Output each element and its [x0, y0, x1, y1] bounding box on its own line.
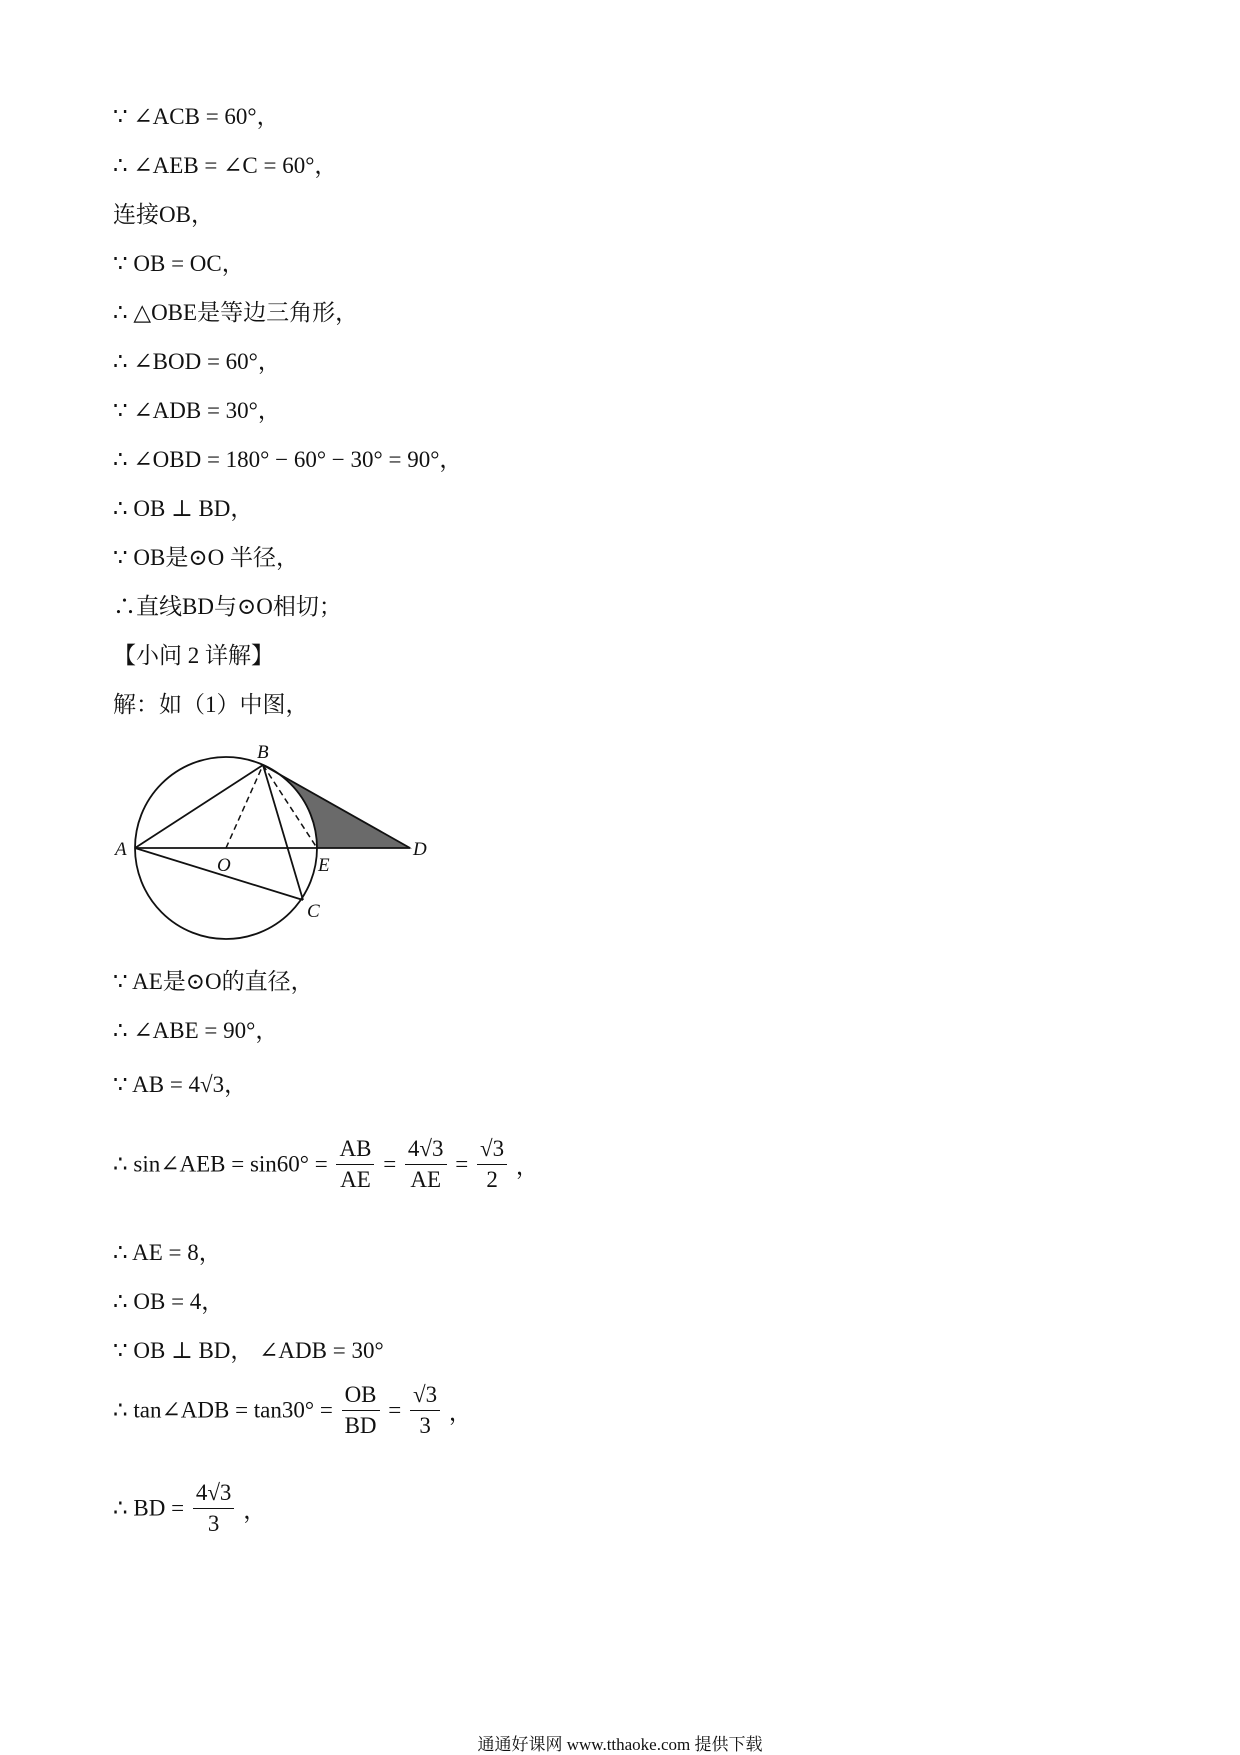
comma: ， — [515, 1154, 539, 1179]
fraction-numerator: 4√3 — [193, 1480, 235, 1509]
fraction — [336, 1136, 374, 1193]
formula-tan-prefix: ∴ tan∠ADB = tan30° = — [113, 1397, 333, 1423]
solution-line: 解：如（1）中图， — [113, 692, 309, 717]
solution-line: ∵ AE是⊙O的直径， — [113, 969, 314, 994]
solution-line: ∴ ∠ABE = 90°， — [113, 1018, 279, 1043]
fraction-denominator: BD — [344, 1413, 377, 1438]
solution-line: ∴ ∠BOD = 60°， — [113, 349, 281, 374]
solution-line: ∵ ∠ACB = 60°， — [113, 104, 280, 129]
label-d: D — [413, 839, 427, 860]
geometry-figure — [113, 735, 433, 945]
formula-sin — [113, 1136, 539, 1193]
fraction-denominator: AE — [410, 1167, 442, 1192]
fraction-numerator: AB — [336, 1136, 374, 1165]
solution-line: 【小问 2 详解】 — [113, 643, 274, 668]
solution-line: ∵ OB ⊥ BD， ∠ADB = 30° — [113, 1338, 384, 1363]
label-o: O — [217, 855, 231, 876]
solution-line: ∵ OB = OC， — [113, 251, 245, 276]
fraction — [477, 1136, 507, 1193]
formula-bd — [113, 1480, 266, 1537]
fraction-denominator: 3 — [207, 1511, 220, 1536]
fraction — [193, 1480, 235, 1537]
fraction-denominator: AE — [340, 1167, 371, 1192]
solution-line: ∵ ∠ADB = 30°， — [113, 398, 281, 423]
solution-line: ∵ AB = 4√3， — [113, 1072, 248, 1097]
comma: ， — [243, 1498, 267, 1523]
formula-tan — [113, 1382, 472, 1439]
fraction-denominator: 2 — [486, 1167, 498, 1192]
solution-line: ∴ OB = 4， — [113, 1289, 225, 1314]
equals-sign: = — [388, 1397, 402, 1423]
fraction — [342, 1382, 380, 1439]
label-e: E — [318, 855, 330, 876]
label-a: A — [115, 839, 127, 860]
fraction — [405, 1136, 447, 1193]
page-footer: 通通好课网 www.tthaoke.com 提供下载 — [477, 1735, 763, 1754]
solution-line: ∵ OB是⊙O 半径， — [113, 545, 299, 570]
solution-line: 连接OB， — [113, 202, 214, 227]
solution-line: ∴ AE = 8， — [113, 1240, 222, 1265]
fraction-numerator: 4√3 — [405, 1136, 447, 1165]
equals-sign: = — [383, 1151, 397, 1177]
formula-sin-prefix: ∴ sin∠AEB = sin60° = — [113, 1151, 328, 1177]
solution-line: ∴ △OBE是等边三角形， — [113, 300, 359, 325]
solution-line: ∴ ∠OBD = 180° − 60° − 30° = 90°， — [113, 447, 463, 472]
fraction-numerator: √3 — [410, 1382, 440, 1411]
formula-bd-prefix: ∴ BD = — [113, 1495, 185, 1521]
fraction-numerator: √3 — [477, 1136, 507, 1165]
solution-line: ∴ ∠AEB = ∠C = 60°， — [113, 153, 338, 178]
solution-line: ∴直线BD与⊙O相切； — [113, 594, 342, 619]
solution-line: ∴ OB ⊥ BD， — [113, 496, 254, 521]
label-c: C — [307, 901, 320, 922]
fraction — [410, 1382, 440, 1439]
equals-sign: = — [455, 1151, 469, 1177]
comma: ， — [448, 1400, 472, 1425]
fraction-denominator: 3 — [419, 1413, 431, 1438]
label-b: B — [257, 742, 269, 763]
fraction-numerator: OB — [342, 1382, 380, 1411]
